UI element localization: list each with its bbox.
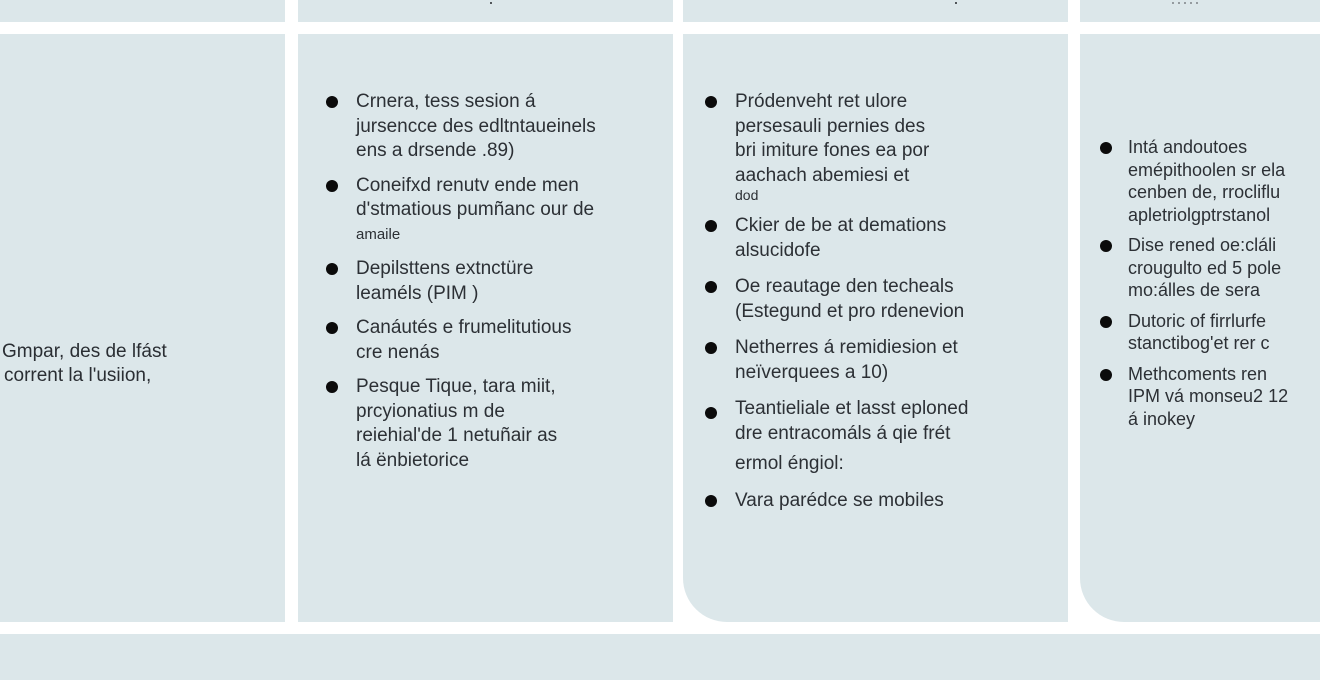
list-item: Methcoments ren IPM vá monseu2 12 á inokey	[1096, 363, 1320, 431]
list-item: Intá andoutoes emépithoolen sr ela cenben de, rrocliflu apletriolgptrstanol	[1096, 136, 1320, 226]
bullet-icon	[326, 180, 338, 192]
bullet-icon	[1100, 316, 1112, 328]
bullet-icon	[705, 342, 717, 354]
bullet-icon	[705, 220, 717, 232]
list-item: Teantieliale et lasst eploned dre entracomáls á qie frét ermol éngiol:	[701, 397, 1066, 477]
bullet-icon	[1100, 369, 1112, 381]
bullet-icon	[705, 407, 717, 419]
list-item: Ckier de be at demations alsucidofe	[701, 214, 1066, 263]
bullet-icon	[1100, 142, 1112, 154]
bullet-icon	[1100, 240, 1112, 252]
bullet-icon	[705, 495, 717, 507]
list-item: Dutoric of firrlurfe stanctibog'et rer c	[1096, 310, 1320, 355]
bullet-icon	[326, 322, 338, 334]
bullet-icon	[326, 263, 338, 275]
column-3-cell	[1080, 34, 1320, 622]
list-item: Coneifxd renutv ende men d'stmatious pumñanc our de amaile	[322, 174, 667, 248]
list-item: Pesque Tique, tara miit, prcyionatius m de reiehial'de 1 netuñair as lá ënbietorice	[322, 375, 667, 473]
bullet-icon	[705, 96, 717, 108]
header-cell-2	[298, 0, 673, 22]
bullet-icon	[326, 96, 338, 108]
row-label	[2, 340, 282, 388]
list-item: Depilsttens extnctüre leaméls (PIM )	[322, 257, 667, 306]
list-item: Netherres á remidiesion et neïverquees a 10)	[701, 336, 1066, 385]
column-1-cell	[298, 34, 673, 622]
header-cell-3	[683, 0, 1068, 22]
list-item: Crnera, tess sesion á jursencce des edltntaueinels ens a drsende .89)	[322, 90, 667, 164]
header-cell-4	[1080, 0, 1320, 22]
header-cell-2-text: ·	[488, 0, 494, 12]
column-2-cell	[683, 34, 1068, 622]
list-item: Vara parédce se mobiles	[701, 489, 1066, 514]
header-cell-1	[0, 0, 285, 22]
list-item: Canáutés e frumelitutious cre nenás	[322, 316, 667, 365]
list-item: Dise rened oe:cláli crougulto ed 5 pole mo:álles de sera	[1096, 234, 1320, 302]
row-label-line: corrent la l'usiion,	[4, 365, 152, 386]
header-cell-3-text: ·	[953, 0, 959, 12]
list-item: Oe reautage den techeals (Estegund et pro rdenevion	[701, 275, 1066, 324]
row-label-cell	[0, 34, 285, 622]
header-cell-4-text: ·····	[1170, 0, 1200, 12]
row-label-line: Gmpar, des de lfást	[2, 341, 167, 362]
bullet-list	[701, 90, 1066, 525]
next-row-band	[0, 634, 1320, 680]
bullet-icon	[326, 381, 338, 393]
bullet-list	[1096, 136, 1320, 438]
list-item: Pródenveht ret ulore persesauli pernies des bri imiture fones ea por aachach abemiesi et dod	[701, 90, 1066, 202]
bullet-icon	[705, 281, 717, 293]
bullet-list	[322, 90, 667, 483]
